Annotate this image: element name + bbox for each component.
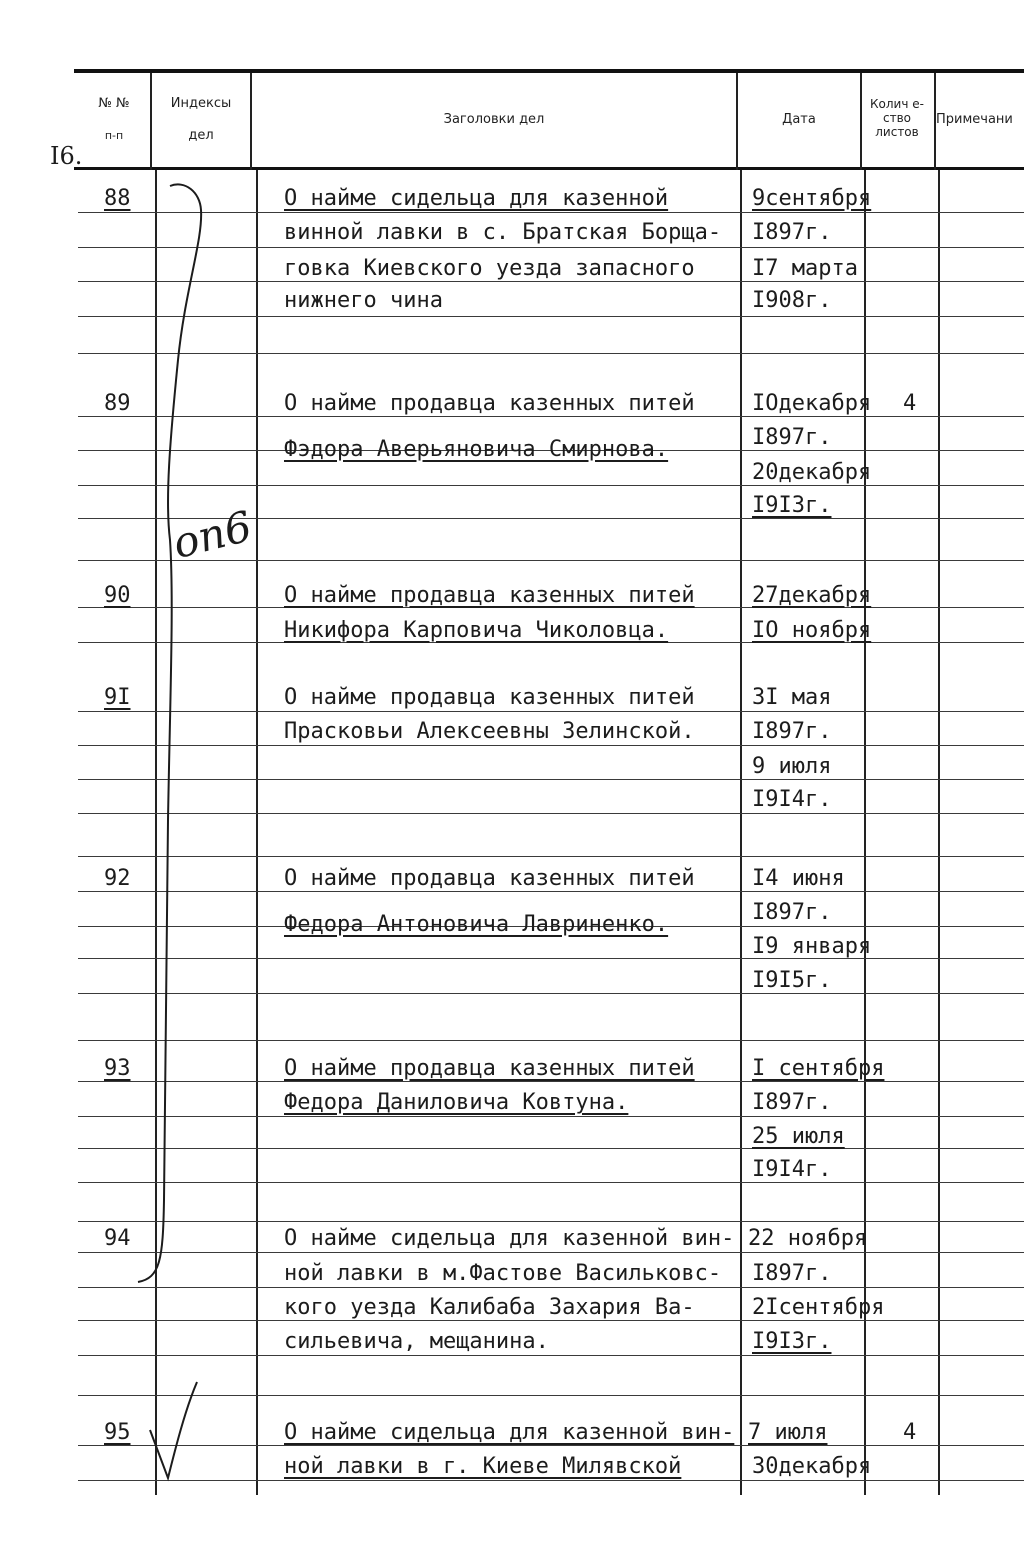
row-number: 89	[104, 391, 131, 416]
row-title-line: Федора Антоновича Лавриненко.	[284, 912, 669, 937]
row-title-line: Никифора Карповича Чиколовца.	[284, 618, 669, 643]
row-date-line: 27декабря	[752, 583, 872, 608]
header-title: Заголовки дел	[443, 112, 545, 127]
row-title-line: О найме продавца казенных питей	[284, 1056, 695, 1081]
row-date-line: I908г.	[752, 288, 832, 313]
row-date-line: I897г.	[752, 1261, 832, 1286]
header-index-sub: дел	[188, 128, 214, 143]
row-date-line: I9I3г.	[752, 493, 832, 518]
row-date-line: I7 марта	[752, 256, 858, 281]
row-number: 94	[104, 1226, 131, 1251]
header-index-label: Индексы	[170, 96, 232, 111]
row-title-line: О найме сидельца для казенной вин-	[284, 1226, 735, 1251]
row-number: 88	[104, 186, 131, 211]
row-title-line: О найме продавца казенных питей	[284, 583, 695, 608]
row-title-line: О найме продавца казенных питей	[284, 391, 695, 416]
row-title-line: Прасковьи Алексеевны Зелинской.	[284, 719, 695, 744]
row-title-line: Федора Даниловича Ковтуна.	[284, 1090, 629, 1115]
header-date: Дата	[782, 112, 816, 127]
index-bracket	[138, 184, 201, 1282]
row-date-line: I4 июня	[752, 866, 845, 891]
header-notes: Примечани	[936, 112, 1013, 127]
row-date-line: IО ноября	[752, 618, 872, 643]
row-date-line: I сентября	[752, 1056, 885, 1081]
row-date-line: I897г.	[752, 425, 832, 450]
row-title-line: винной лавки в с. Братская Борща-	[284, 220, 722, 245]
header-count-line2: ство	[882, 111, 911, 125]
header-num-sub: п-п	[104, 129, 124, 142]
row-date-line: 7 июля	[748, 1420, 828, 1445]
row-date-line: 20декабря	[752, 460, 872, 485]
row-count: 4	[903, 391, 917, 416]
row-count: 4	[903, 1420, 917, 1445]
row-date-line: I897г.	[752, 1090, 832, 1115]
row-number: 95	[104, 1420, 131, 1445]
row-number: 92	[104, 866, 131, 891]
row-date-line: IОдекабря	[752, 391, 872, 416]
row-title-line: ной лавки в г. Киеве Милявской	[284, 1454, 682, 1479]
row-title-line: говка Киевского уезда запасного	[284, 256, 695, 281]
header-count-line1: Колич е-	[870, 97, 924, 111]
row-title-line: сильевича, мещанина.	[284, 1329, 549, 1354]
row-date-line: 9сентября	[752, 186, 872, 211]
row-title-line: нижнего чина	[284, 288, 443, 313]
header-count-line3: листов	[875, 125, 919, 139]
header-num-label: № №	[98, 96, 130, 111]
row-date-line: I9I4г.	[752, 787, 832, 812]
row-title-line: О найме продавца казенных питей	[284, 685, 695, 710]
row-title-line: Фэдора Аверьяновича Смирнова.	[284, 437, 669, 462]
row-date-line: I9I3г.	[752, 1329, 832, 1354]
row-date-line: 2Iсентября	[752, 1295, 885, 1320]
row-title-line: О найме продавца казенных питей	[284, 866, 695, 891]
row-title-line: кого уезда Калибаба Захария Ва-	[284, 1295, 695, 1320]
row-date-line: I9I4г.	[752, 1157, 832, 1182]
check-mark	[150, 1382, 197, 1478]
row-date-line: I897г.	[752, 900, 832, 925]
row-title-line: ной лавки в м.Фастове Васильковс-	[284, 1261, 722, 1286]
row-number: 9I	[104, 685, 131, 710]
row-date-line: I897г.	[752, 719, 832, 744]
row-date-line: 30декабря	[752, 1454, 872, 1479]
row-date-line: I9I5г.	[752, 968, 832, 993]
row-title-line: О найме сидельца для казенной вин-	[284, 1420, 735, 1445]
row-number: 93	[104, 1056, 131, 1081]
row-title-line: О найме сидельца для казенной	[284, 186, 669, 211]
page-number: I6.	[50, 142, 83, 170]
row-date-line: I897г.	[752, 220, 832, 245]
handwritten-index-label: оп6	[168, 501, 257, 569]
row-number: 90	[104, 583, 131, 608]
row-date-line: 9 июля	[752, 754, 832, 779]
row-date-line: I9 января	[752, 934, 872, 959]
row-date-line: 22 ноября	[748, 1226, 868, 1251]
row-date-line: 3I мая	[752, 685, 832, 710]
row-date-line: 25 июля	[752, 1124, 845, 1149]
